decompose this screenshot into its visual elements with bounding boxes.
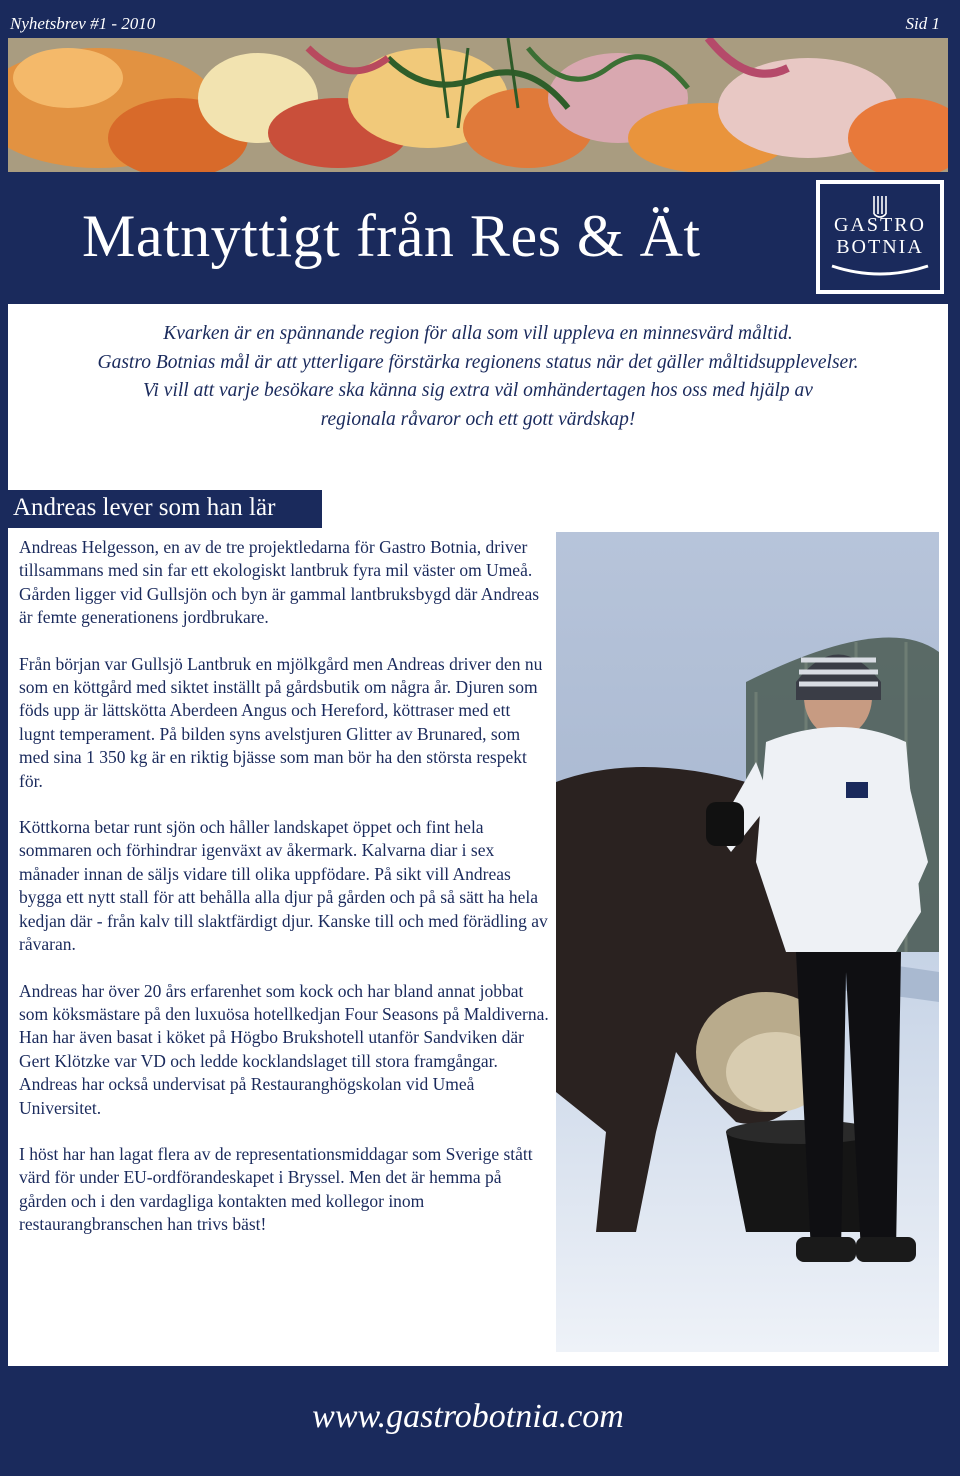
- article-paragraph: Från början var Gullsjö Lantbruk en mjölkgård men Andreas driver den nu som en köttgård med siktet inställt på gårdsbutik om några år. Djuren som föds upp är lättskötta Aberdeen Angus och Hereford, köttraser med ett lugnt temperament. På bilden syns avelstjuren Glitter av Brunared, som med sina 1 350 kg är en riktig bjässe som man bör ha den största respekt för.: [19, 653, 543, 791]
- photo-illustration: [556, 532, 939, 1352]
- article-paragraph: Köttkorna betar runt sjön och håller landskapet öppet och fint hela sommaren och förhindrar igenväxt av åkermark. Kalvarna diar i sex månader innan de säljs vidare till olika uppfödare. På sikt vill Andreas bygga ett nytt stall för att behålla alla djur på gården och på så sätt ha hela kedjan där - från kalv till slaktfärdigt djur. Kanske till och med förädling av råvaran.: [19, 817, 548, 955]
- page-number: Sid 1: [905, 14, 940, 33]
- intro-line: Gastro Botnias mål är att ytterligare förstärka regionens status när det gäller måltidsupplevelser.: [97, 351, 859, 373]
- intro-line: Kvarken är en spännande region för alla som vill uppleva en minnesvärd måltid.: [163, 323, 793, 344]
- logo-text-line2: BOTNIA: [836, 236, 924, 258]
- article-paragraph: Andreas Helgesson, en av de tre projektledarna för Gastro Botnia, driver tillsammans med sin far ett ekologiskt lantbruk fyra mil väster om Umeå. Gården ligger vid Gullsjön och byn är gammal lantbruksbygd där Andreas är femte generationens jordbrukare.: [19, 537, 540, 628]
- article-paragraph: I höst har han lagat flera av de representationsmiddagar som Sverige stått värd för under EU-ordförandeskapet i Bryssel. Men det är hemma på gården och i den vardagliga kontakten med kollegor inom restaurangbranschen han trivs bäst!: [19, 1143, 533, 1235]
- issue-label: Nyhetsbrev #1 - 2010: [10, 14, 156, 33]
- logo-text-line1: GASTRO: [833, 214, 926, 236]
- page-title: Matnyttigt från Res & Ät: [82, 203, 701, 269]
- content-area: [8, 304, 948, 1366]
- article-body: [19, 536, 549, 1260]
- intro-line: Vi vill att varje besökare ska känna sig extra väl omhändertagen hos oss med hjälp av: [143, 380, 813, 401]
- intro-text: [28, 320, 928, 434]
- intro-line: regionala råvaror och ett gott värdskap!: [320, 408, 636, 430]
- food-photo-illustration: [8, 38, 948, 172]
- section-heading: [8, 490, 322, 528]
- title-band: [8, 172, 948, 304]
- section-heading-text: Andreas lever som han lär: [13, 494, 276, 521]
- farmer-with-bull-photo: [556, 532, 939, 1352]
- footer-website-link[interactable]: www.gastrobotnia.com: [312, 1398, 624, 1435]
- top-bar: [2, 8, 950, 38]
- gastro-botnia-logo: [816, 180, 944, 294]
- article-paragraph: Andreas har över 20 års erfarenhet som kock och har bland annat jobbat som köksmästare på den luxuösa hotellkedjan Four Seasons på Maldiverna. Han har även basat i köket på Högbo Brukshotell utanför Sandviken där Gert Klötzke var VD och ledde kocklandslaget till stora framgångar. Andreas har också undervisat på Restauranghögskolan vid Umeå Universitet.: [19, 980, 549, 1118]
- header-food-photo: [8, 38, 948, 172]
